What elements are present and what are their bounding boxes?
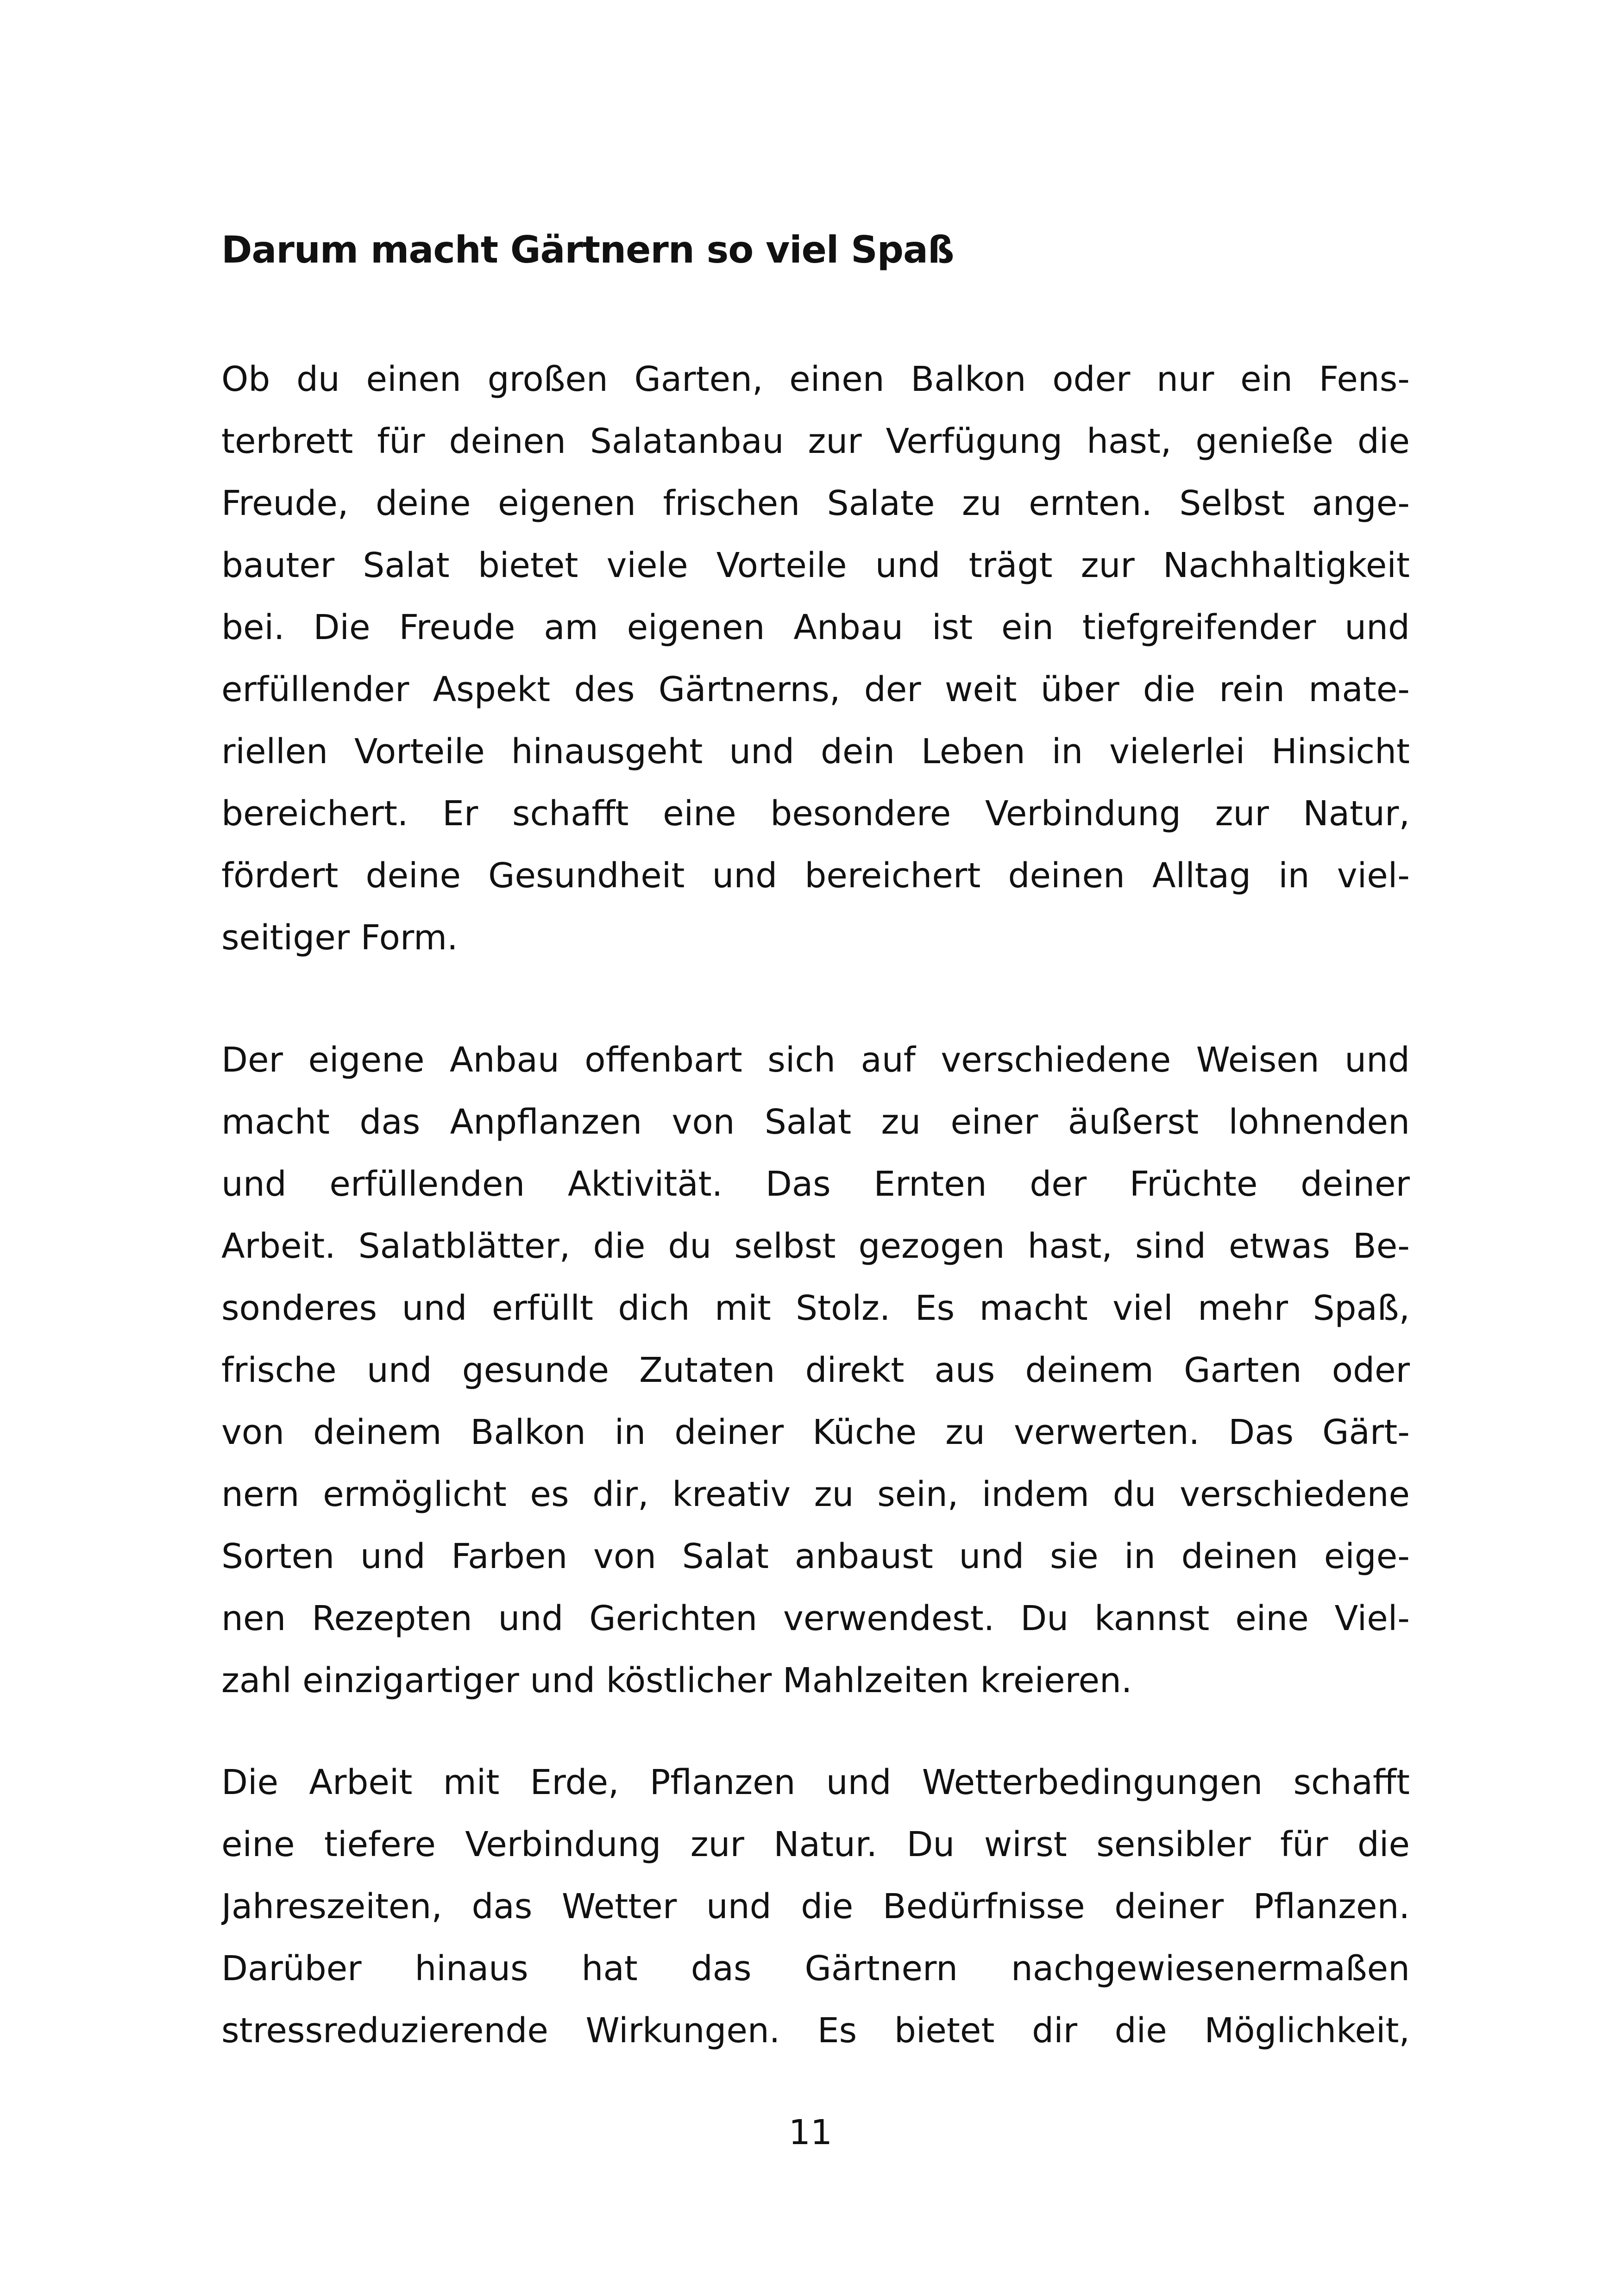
text-line: Jahreszeiten, das Wetter und die Bedürfnisse deiner Pflanzen. bbox=[221, 1887, 1410, 1926]
paragraph-1 bbox=[221, 348, 1410, 969]
text-line: nern ermöglicht es dir, kreativ zu sein, indem du verschiedene bbox=[221, 1474, 1410, 1514]
text-line: fördert deine Gesundheit und bereichert deinen Alltag in viel- bbox=[221, 856, 1410, 896]
paragraph-3 bbox=[221, 1751, 1410, 2062]
text-line: Ob du einen großen Garten, einen Balkon oder nur ein Fens- bbox=[221, 359, 1410, 399]
text-line: seitiger Form. bbox=[221, 918, 458, 958]
page-number: 11 bbox=[788, 2113, 833, 2152]
text-line: sonderes und erfüllt dich mit Stolz. Es macht viel mehr Spaß, bbox=[221, 1288, 1410, 1328]
text-line: frische und gesunde Zutaten direkt aus deinem Garten oder bbox=[221, 1350, 1410, 1390]
text-line: macht das Anpflanzen von Salat zu einer äußerst lohnenden bbox=[221, 1102, 1410, 1142]
text-line: bauter Salat bietet viele Vorteile und trägt zur Nachhaltigkeit bbox=[221, 546, 1410, 585]
text-line: eine tiefere Verbindung zur Natur. Du wirst sensibler für die bbox=[221, 1825, 1410, 1864]
text-line: bei. Die Freude am eigenen Anbau ist ein tiefgreifender und bbox=[221, 608, 1410, 647]
text-line: bereichert. Er schafft eine besondere Verbindung zur Natur, bbox=[221, 794, 1410, 834]
text-line: Arbeit. Salatblätter, die du selbst gezogen hast, sind etwas Be- bbox=[221, 1226, 1410, 1266]
text-line: Freude, deine eigenen frischen Salate zu ernten. Selbst ange- bbox=[221, 483, 1410, 523]
text-line: stressreduzierende Wirkungen. Es bietet dir die Möglichkeit, bbox=[221, 2011, 1410, 2051]
text-line: riellen Vorteile hinausgeht und dein Leben in vielerlei Hinsicht bbox=[221, 732, 1410, 772]
text-line: Die Arbeit mit Erde, Pflanzen und Wetterbedingungen schafft bbox=[221, 1763, 1410, 1802]
text-line: Der eigene Anbau offenbart sich auf verschiedene Weisen und bbox=[221, 1040, 1410, 1080]
section-heading: Darum macht Gärtnern so viel Spaß bbox=[221, 228, 954, 271]
text-line: terbrett für deinen Salatanbau zur Verfügung hast, genieße die bbox=[221, 421, 1410, 461]
text-line: nen Rezepten und Gerichten verwendest. Du kannst eine Viel- bbox=[221, 1599, 1410, 1638]
text-line: zahl einzigartiger und köstlicher Mahlzeiten kreieren. bbox=[221, 1661, 1132, 1700]
text-line: Darüber hinaus hat das Gärtnern nachgewiesenermaßen bbox=[221, 1949, 1410, 1989]
text-line: von deinem Balkon in deiner Küche zu verwerten. Das Gärt- bbox=[221, 1412, 1410, 1452]
paragraph-2 bbox=[221, 1029, 1410, 1712]
text-line: Sorten und Farben von Salat anbaust und sie in deinen eige- bbox=[221, 1537, 1410, 1576]
text-line: erfüllender Aspekt des Gärtnerns, der weit über die rein mate- bbox=[221, 670, 1410, 709]
text-line: und erfüllenden Aktivität. Das Ernten der Früchte deiner bbox=[221, 1164, 1410, 1204]
